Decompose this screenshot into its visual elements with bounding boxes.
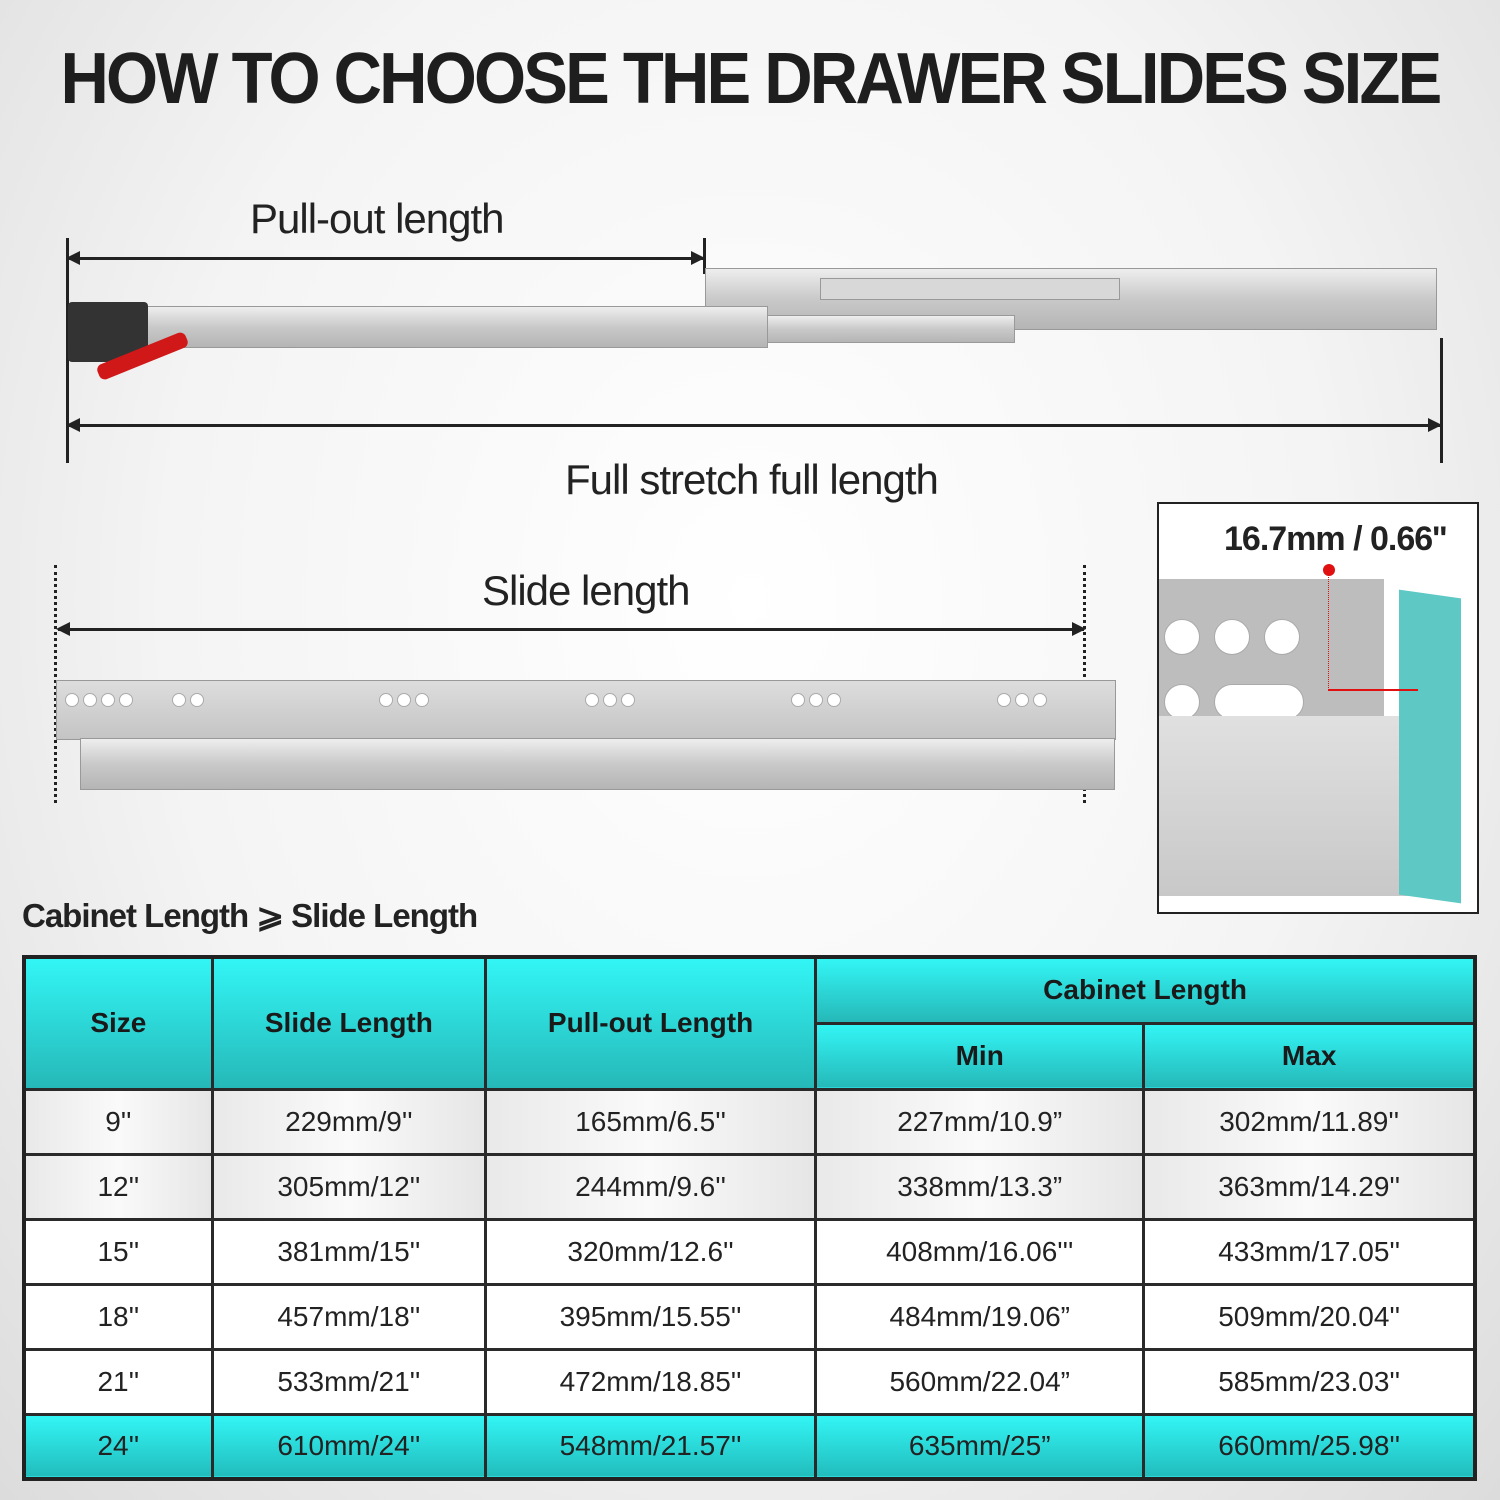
- header-pull-out-length: Pull-out Length: [485, 957, 815, 1089]
- cell-size: 18'': [24, 1284, 212, 1349]
- slide-length-dimension-arrow: [58, 628, 1084, 631]
- size-table: [22, 955, 1477, 1481]
- cell-cabinet-min: 408mm/16.06''': [816, 1219, 1144, 1284]
- cell-size: 24'': [24, 1414, 212, 1479]
- slide-profile: [1159, 716, 1421, 896]
- table-subtitle: Cabinet Length ⩾ Slide Length: [22, 897, 478, 934]
- cell-cabinet-max: 509mm/20.04'': [1144, 1284, 1475, 1349]
- cell-cabinet-max: 660mm/25.98'': [1144, 1414, 1475, 1479]
- cell-pull-out-length: 244mm/9.6'': [485, 1154, 815, 1219]
- cell-pull-out-length: 472mm/18.85'': [485, 1349, 815, 1414]
- cell-cabinet-max: 363mm/14.29'': [1144, 1154, 1475, 1219]
- cell-pull-out-length: 165mm/6.5'': [485, 1089, 815, 1154]
- cell-size: 21'': [24, 1349, 212, 1414]
- cell-pull-out-length: 320mm/12.6'': [485, 1219, 815, 1284]
- cell-slide-length: 305mm/12'': [212, 1154, 485, 1219]
- cell-slide-length: 381mm/15'': [212, 1219, 485, 1284]
- cell-cabinet-max: 585mm/23.03'': [1144, 1349, 1475, 1414]
- cell-pull-out-length: 548mm/21.57'': [485, 1414, 815, 1479]
- table-row: [24, 1284, 1475, 1349]
- table-row: [24, 1219, 1475, 1284]
- cell-cabinet-min: 227mm/10.9”: [816, 1089, 1144, 1154]
- slide-side-wall: [1159, 579, 1384, 719]
- slide-inner-rail: [140, 306, 768, 348]
- pull-out-length-label: Pull-out length: [250, 195, 504, 242]
- cell-cabinet-min: 560mm/22.04”: [816, 1349, 1144, 1414]
- slide-length-label: Slide length: [482, 567, 690, 614]
- slide-middle-rail: [760, 315, 1015, 343]
- cell-size: 15'': [24, 1219, 212, 1284]
- table-row: [24, 1349, 1475, 1414]
- rear-bracket: [1399, 590, 1461, 904]
- measure-leader: [1328, 574, 1329, 690]
- undermount-slide-body: [56, 680, 1116, 740]
- cell-cabinet-max: 433mm/17.05'': [1144, 1219, 1475, 1284]
- pull-out-dimension-arrow: [68, 257, 703, 260]
- cell-size: 9'': [24, 1089, 212, 1154]
- slide-mesh-panel: [820, 278, 1120, 300]
- measure-arrow: [1328, 689, 1418, 691]
- header-cabinet-length: Cabinet Length: [816, 957, 1475, 1023]
- table-row: [24, 1414, 1475, 1479]
- inset-detail-panel: [1157, 502, 1479, 914]
- cell-slide-length: 610mm/24'': [212, 1414, 485, 1479]
- table-row: [24, 1089, 1475, 1154]
- cell-cabinet-max: 302mm/11.89'': [1144, 1089, 1475, 1154]
- page-title: HOW TO CHOOSE THE DRAWER SLIDES SIZE: [60, 39, 1440, 119]
- cell-cabinet-min: 484mm/19.06”: [816, 1284, 1144, 1349]
- full-length-dimension-arrow: [68, 424, 1440, 427]
- table-row: [24, 1154, 1475, 1219]
- dimension-tick: [1440, 338, 1443, 463]
- header-slide-length: Slide Length: [212, 957, 485, 1089]
- cell-cabinet-min: 635mm/25”: [816, 1414, 1144, 1479]
- header-min: Min: [816, 1023, 1144, 1089]
- cell-slide-length: 533mm/21'': [212, 1349, 485, 1414]
- cell-slide-length: 229mm/9'': [212, 1089, 485, 1154]
- full-length-label: Full stretch full length: [565, 456, 938, 503]
- cell-cabinet-min: 338mm/13.3”: [816, 1154, 1144, 1219]
- undermount-slide-lower-rail: [80, 738, 1115, 790]
- cell-slide-length: 457mm/18'': [212, 1284, 485, 1349]
- cell-pull-out-length: 395mm/15.55'': [485, 1284, 815, 1349]
- header-max: Max: [1144, 1023, 1475, 1089]
- measure-point-icon: [1323, 564, 1335, 576]
- cell-size: 12'': [24, 1154, 212, 1219]
- header-size: Size: [24, 957, 212, 1089]
- inset-measurement: 16.7mm / 0.66'': [1224, 520, 1447, 558]
